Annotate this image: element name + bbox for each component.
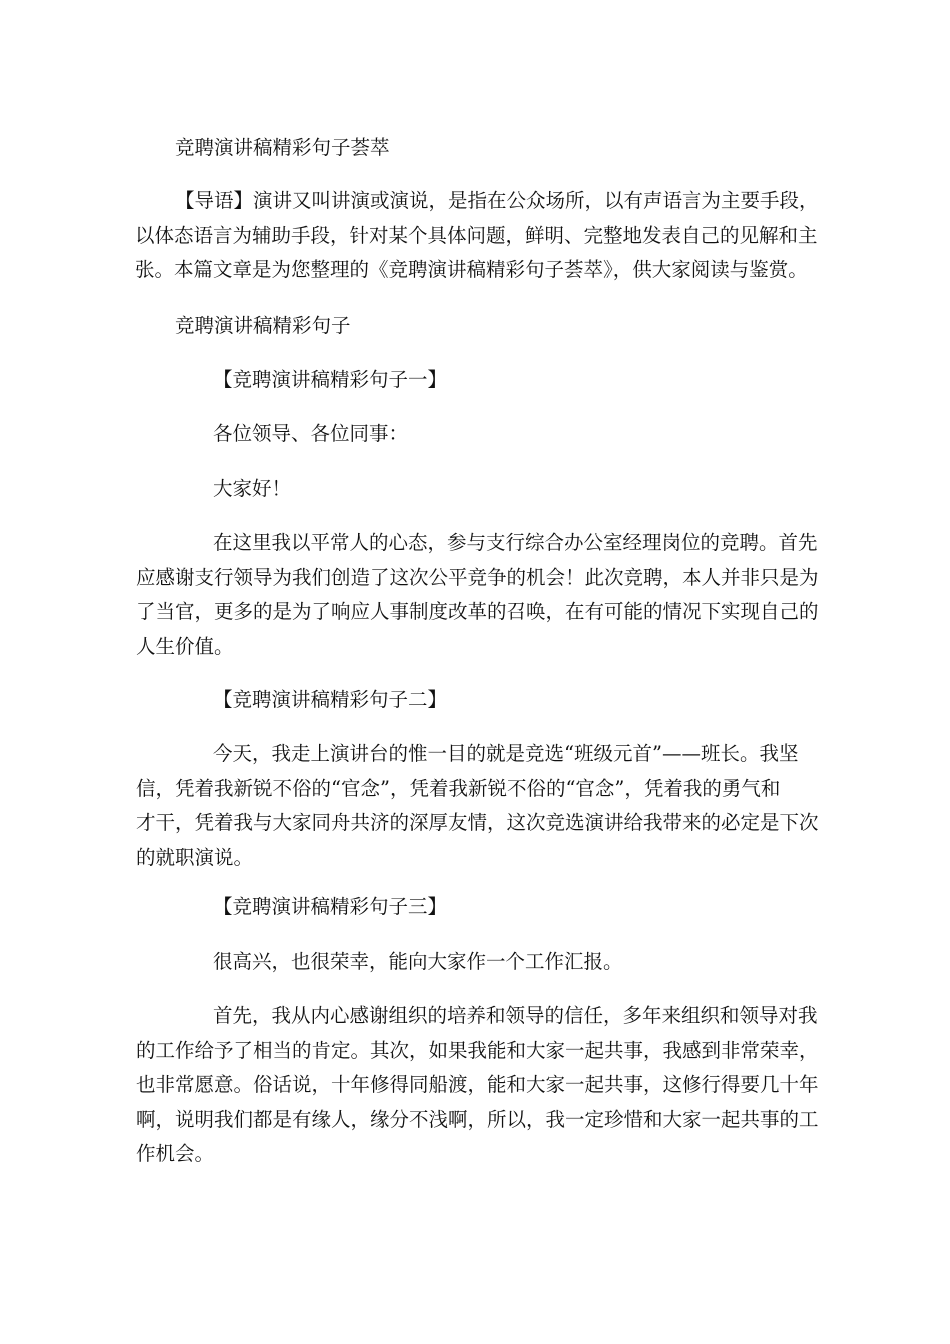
section3-body-line: 首先，我从内心感谢组织的培养和领导的信任，多年来组织和领导对我	[213, 1004, 818, 1027]
intro-line: 【导语】演讲又叫讲演或演说，是指在公众场所，以有声语言为主要手段，	[175, 189, 819, 212]
section2-body-line: 的就职演说。	[136, 845, 254, 869]
section-subtitle: 竞聘演讲稿精彩句子	[175, 314, 351, 337]
section1-salutation: 各位领导、各位同事：	[213, 422, 409, 445]
section3-body-line: 啊，说明我们都是有缘人，缘分不浅啊，所以，我一定珍惜和大家一起共事的工	[136, 1107, 819, 1131]
section2-body-line: 才干，凭着我与大家同舟共济的深厚友情，这次竞选演讲给我带来的必定是下次	[136, 811, 819, 834]
intro-line: 以体态语言为辅助手段，针对某个具体问题，鲜明、完整地发表自己的见解和主	[135, 223, 818, 247]
section2-body-line: 信，凭着我新锐不俗的“官念”，凭着我新锐不俗的“官念”，凭着我的勇气和	[136, 776, 781, 800]
intro-line: 张。本篇文章是为您整理的《竞聘演讲稿精彩句子荟萃》，供大家阅读与鉴赏。	[135, 258, 808, 281]
document-title: 竞聘演讲稿精彩句子荟萃	[175, 136, 390, 159]
section1-body-line: 在这里我以平常人的心态，参与支行综合办公室经理岗位的竞聘。首先	[213, 531, 818, 554]
section1-body	[136, 526, 819, 664]
section3-body	[136, 999, 819, 1172]
section1-body-line: 应感谢支行领导为我们创造了这次公平竞争的机会！此次竞聘，本人并非只是为	[136, 565, 819, 589]
section3-body-line: 也非常愿意。俗话说，十年修得同船渡，能和大家一起共事，这修行得要几十年	[136, 1073, 819, 1096]
section1-heading: 【竞聘演讲稿精彩句子一】	[213, 368, 448, 391]
section1-body-line: 了当官，更多的是为了响应人事制度改革的召唤，在有可能的情况下实现自己的	[136, 600, 819, 623]
section3-body-line: 作机会。	[136, 1142, 215, 1165]
section3-opening: 很高兴，也很荣幸，能向大家作一个工作汇报。	[213, 950, 623, 973]
section3-body-line: 的工作给予了相当的肯定。其次，如果我能和大家一起共事，我感到非常荣幸，	[136, 1038, 819, 1062]
section2-heading: 【竞聘演讲稿精彩句子二】	[213, 688, 448, 711]
section2-body	[136, 737, 819, 875]
section2-body-line: 今天，我走上演讲台的惟一目的就是竞选“班级元首”——班长。我坚	[213, 742, 799, 765]
section1-body-line: 人生价值。	[136, 634, 234, 658]
section1-greeting: 大家好！	[213, 477, 292, 500]
section3-heading: 【竞聘演讲稿精彩句子三】	[213, 895, 448, 918]
intro-paragraph	[135, 184, 819, 288]
